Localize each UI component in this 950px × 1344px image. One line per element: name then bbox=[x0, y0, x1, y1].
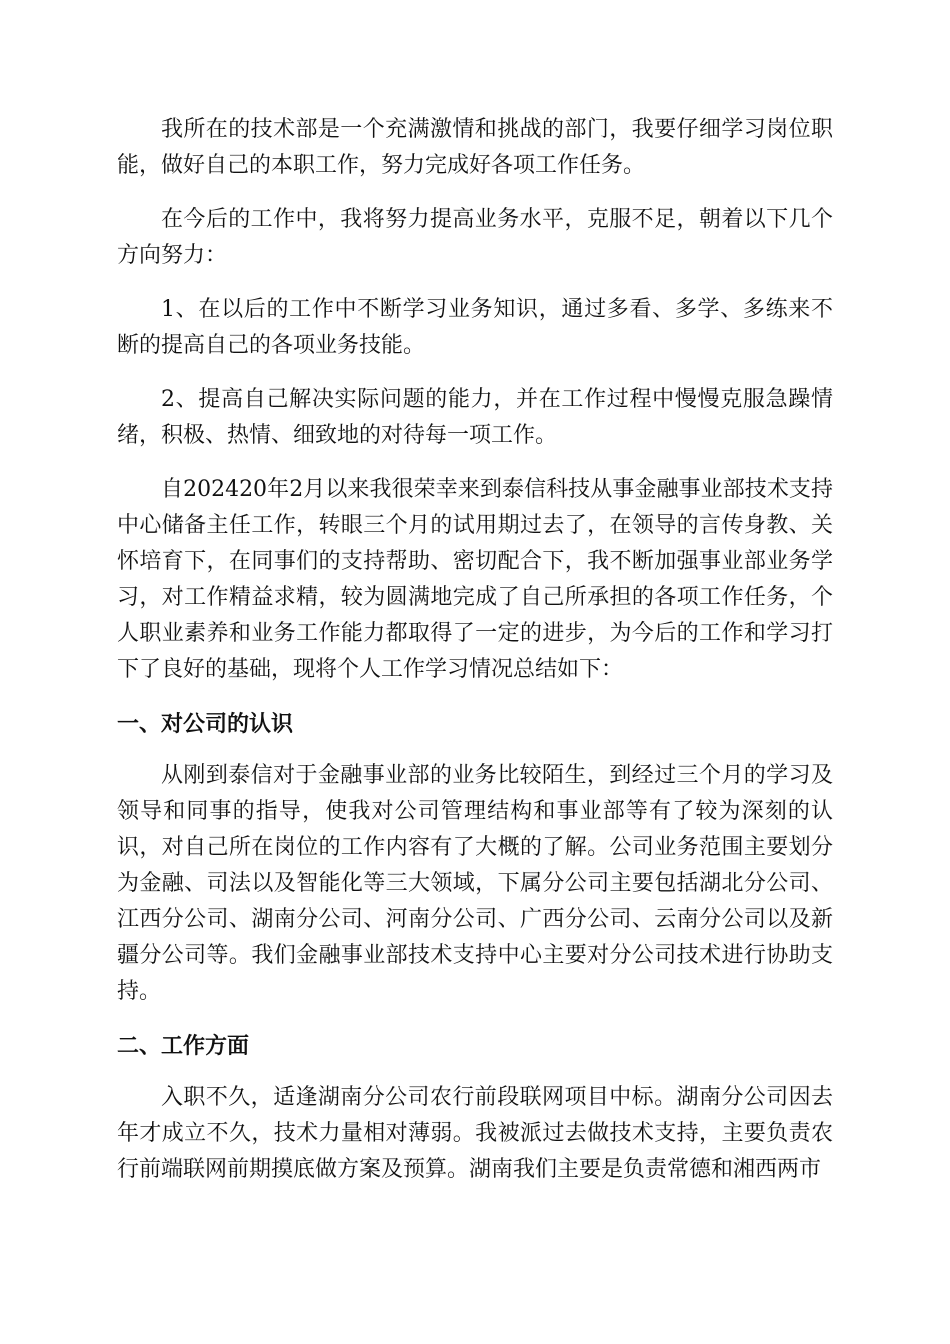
paragraph-goal-2: 2、提高自己解决实际问题的能力，并在工作过程中慢慢克服急躁情绪，积极、热情、细致地的对待每一项工作。 bbox=[117, 387, 833, 448]
paragraph-intro-2: 在今后的工作中，我将努力提高业务水平，克服不足，朝着以下几个方向努力： bbox=[117, 207, 833, 268]
section-heading-work: 二、工作方面 bbox=[117, 1033, 250, 1059]
document-page bbox=[117, 112, 833, 1206]
paragraph-intro-1: 我所在的技术部是一个充满激情和挑战的部门，我要仔细学习岗位职能，做好自己的本职工作，努力完成好各项工作任务。 bbox=[117, 117, 833, 178]
paragraph-company: 从刚到泰信对于金融事业部的业务比较陌生，到经过三个月的学习及领导和同事的指导，使我对公司管理结构和事业部等有了较为深刻的认识，对自己所在岗位的工作内容有了大概的了解。公司业务范围主要划分为金融、司法以及智能化等三大领域，下属分公司主要包括湖北分公司、江西分公司、湖南分公司、河南分公司、广西分公司、云南分公司以及新疆分公司等。我们金融事业部技术支持中心主要对分公司技术进行协助支持。 bbox=[117, 763, 833, 1004]
paragraph-goal-1: 1、在以后的工作中不断学习业务知识，通过多看、多学、多练来不断的提高自己的各项业务技能。 bbox=[117, 297, 833, 358]
section-heading-company: 一、对公司的认识 bbox=[117, 711, 294, 737]
paragraph-summary-intro: 自202420年2月以来我很荣幸来到泰信科技从事金融事业部技术支持中心储备主任工作，转眼三个月的试用期过去了，在领导的言传身教、关怀培育下，在同事们的支持帮助、密切配合下，我不断加强事业部业务学习，对工作精益求精，较为圆满地完成了自己所承担的各项工作任务，个人职业素养和业务工作能力都取得了一定的进步，为今后的工作和学习打下了良好的基础，现将个人工作学习情况总结如下： bbox=[117, 477, 833, 682]
paragraph-work: 入职不久，适逢湖南分公司农行前段联网项目中标。湖南分公司因去年才成立不久，技术力量相对薄弱。我被派过去做技术支持，主要负责农行前端联网前期摸底做方案及预算。湖南我们主要是负责常德和湘西两市 bbox=[117, 1085, 833, 1182]
